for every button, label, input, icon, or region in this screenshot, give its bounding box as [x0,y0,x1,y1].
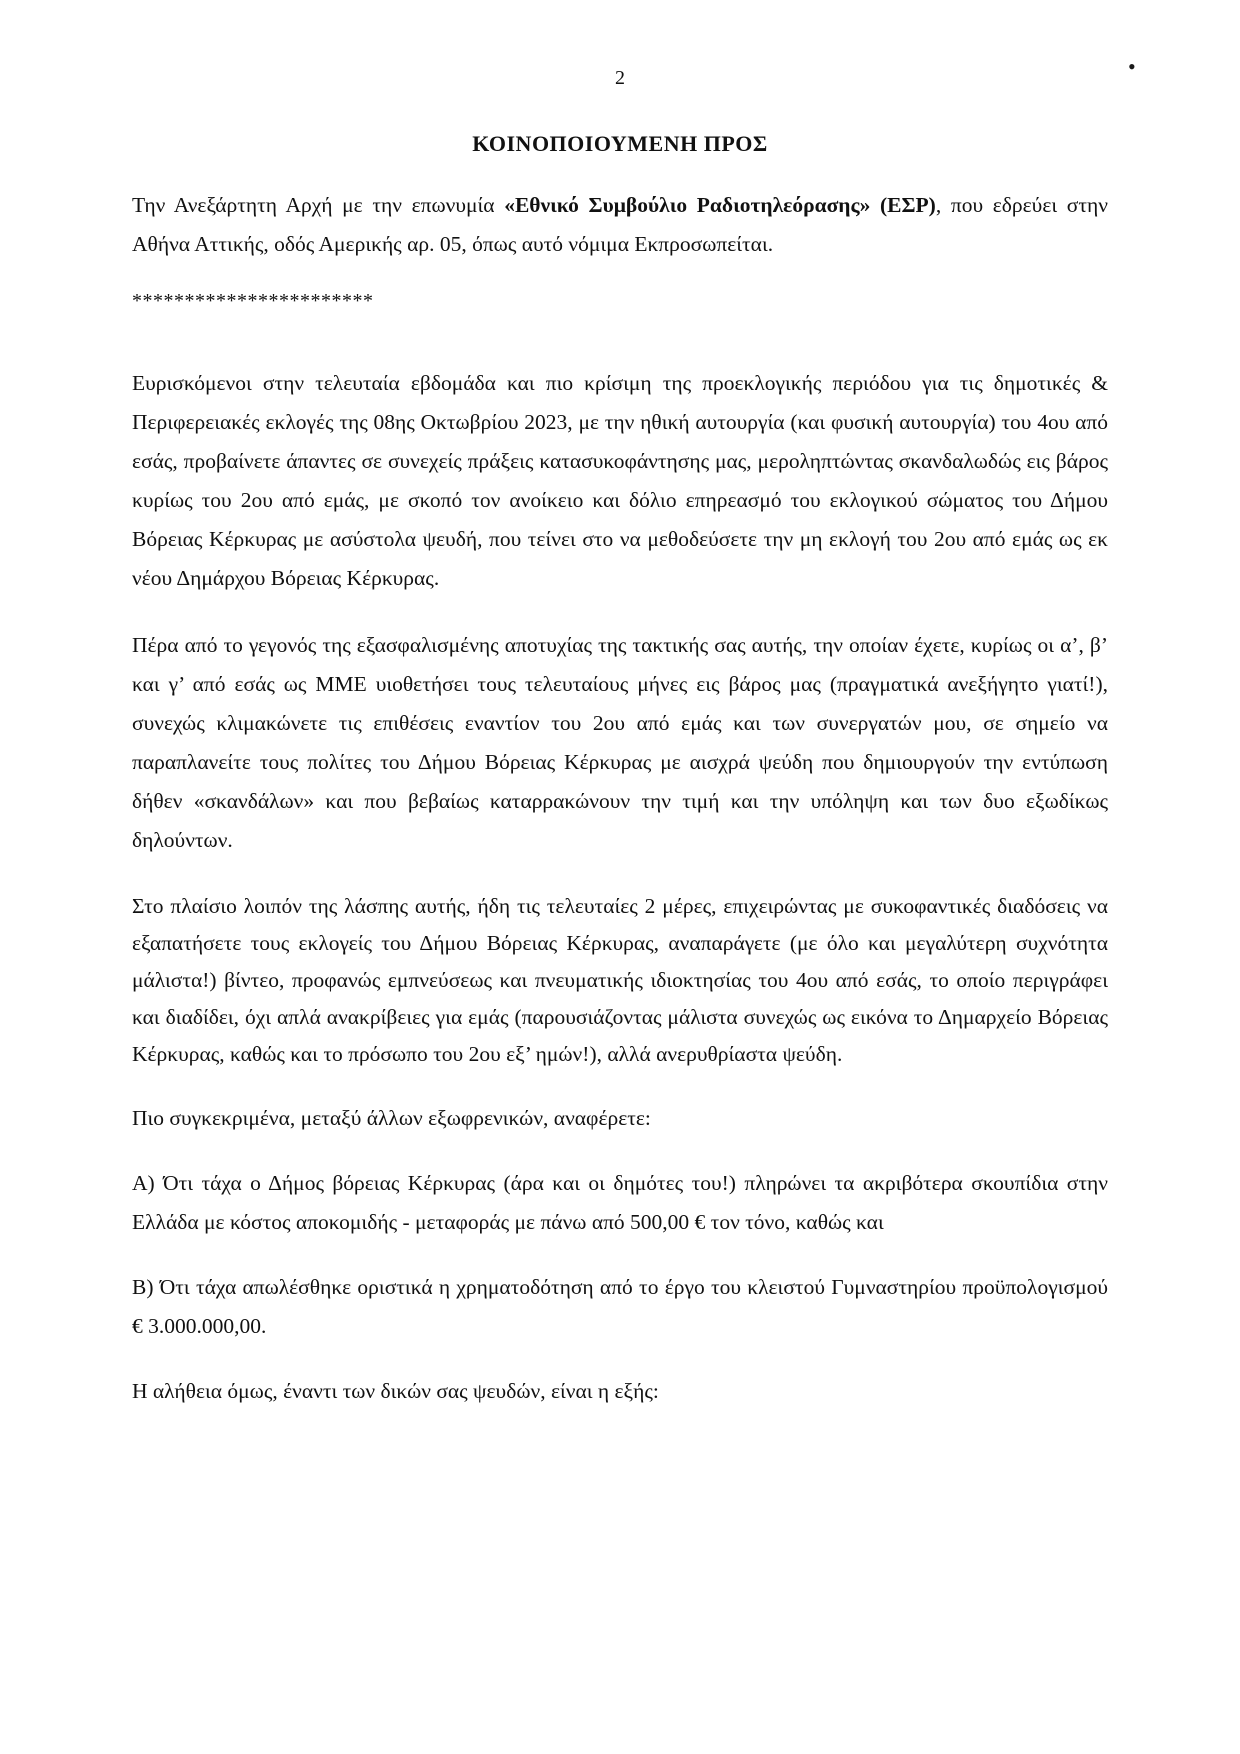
paragraph-specifics-intro: Πιο συγκεκριμένα, μεταξύ άλλων εξωφρενικών, αναφέρετε: [132,1106,651,1130]
paragraph-video: Στο πλαίσιο λοιπόν της λάσπης αυτής, ήδη τις τελευταίες 2 μέρες, επιχειρώντας με συκοφαντικές διαδόσεις να εξαπατήσετε τους εκλογείς του Δήμου Βόρειας Κέρκυρας, αναπαράγετε (με όλο και μεγαλύτερη συχνότητα μάλιστα!) βίντεο, προφανώς εμπνεύσεως και πνευματικής ιδιοκτησίας του 4ου από εσάς, το οποίο περιγράφει και διαδίδει, όχι απλά ανακρίβειες για εμάς (παρουσιάζοντας μάλιστα συνεχώς ως εικόνα το Δημαρχείο Βόρειας Κέρκυρας, καθώς και το πρόσωπο του 2ου εξ’ ημών!), αλλά ανερυθρίαστα ψεύδη. [132,894,1108,1066]
section-heading: ΚΟΙΝΟΠΟΙΟΥΜΕΝΗ ΠΡΟΣ [472,131,768,156]
paragraph-context: Ευρισκόμενοι στην τελευταία εβδομάδα και πιο κρίσιμη της προεκλογικής περιόδου για τις δημοτικές & Περιφερειακές εκλογές της 08ης Οκτωβρίου 2023, με την ηθική αυτουργία (και φυσική αυτουργία) του 4ου από εσάς, προβαίνετε άπαντες σε συνεχείς πράξεις κατασυκοφάντησης μας, μεροληπτώντας σκανδαλωδώς εις βάρος κυρίως του 2ου από εμάς, με σκοπό τον ανοίκειο και δόλιο επηρεασμό του εκλογικού σώματος του Δήμου Βόρειας Κέρκυρας με ασύστολα ψευδή, που τείνει στο να μεθοδεύσετε την μη εκλογή του 2ου από εμάς ως εκ νέου Δημάρχου Βόρειας Κέρκυρας. [132,371,1108,590]
document-body [132,186,1108,1411]
paragraph-truth-intro: Η αλήθεια όμως, έναντι των δικών σας ψευδών, είναι η εξής: [132,1379,659,1403]
notified-text-end: , που εδρεύει στην Αθήνα Αττικής, οδός Αμερικής αρ. 05, όπως αυτό νόμιμα Εκπροσωπείται. [132,193,1108,256]
paragraph-tactics: Πέρα από το γεγονός της εξασφαλισμένης αποτυχίας της τακτικής σας αυτής, την οποίαν έχετε, κυρίως οι α’, β’ και γ’ από εσάς ως ΜΜΕ υιοθετήσει τους τελευταίους μήνες εις βάρος μας (πραγματικά ανεξήγητο γιατί!), συνεχώς κλιμακώνετε τις επιθέσεις εναντίον του 2ου από εμάς και των συνεργατών μου, σε σημείο να παραπλανείτε τους πολίτες του Δήμου Βόρειας Κέρκυρας με αισχρά ψεύδη που δημιουργούν την εντύπωση δήθεν «σκανδάλων» και που βεβαίως καταρρακώνουν την τιμή και την υπόληψη και των δυο εξωδίκως δηλούντων. [132,633,1108,852]
paragraph-claim-a: Α) Ότι τάχα ο Δήμος βόρειας Κέρκυρας (άρα και οι δημότες του!) πληρώνει τα ακριβότερα σκουπίδια στην Ελλάδα με κόστος αποκομιδής - μεταφοράς με πάνω από 500,00 € τον τόνο, καθώς και [132,1171,1108,1234]
notified-authority-name: «Εθνικό Συμβούλιο Ραδιοτηλεόρασης» (ΕΣΡ) [504,193,936,217]
paragraph-claim-b: Β) Ότι τάχα απωλέσθηκε οριστικά η χρηματοδότηση από το έργο του κλειστού Γυμναστηρίου προϋπολογισμού € 3.000.000,00. [132,1275,1108,1338]
notified-text-start: Την Ανεξάρτητη Αρχή με την επωνυμία [132,193,505,217]
notified-party-paragraph [132,186,1108,264]
corner-mark: • [1128,54,1136,79]
page-number: 2 [615,67,625,89]
separator-asterisks: *********************** [132,290,374,312]
